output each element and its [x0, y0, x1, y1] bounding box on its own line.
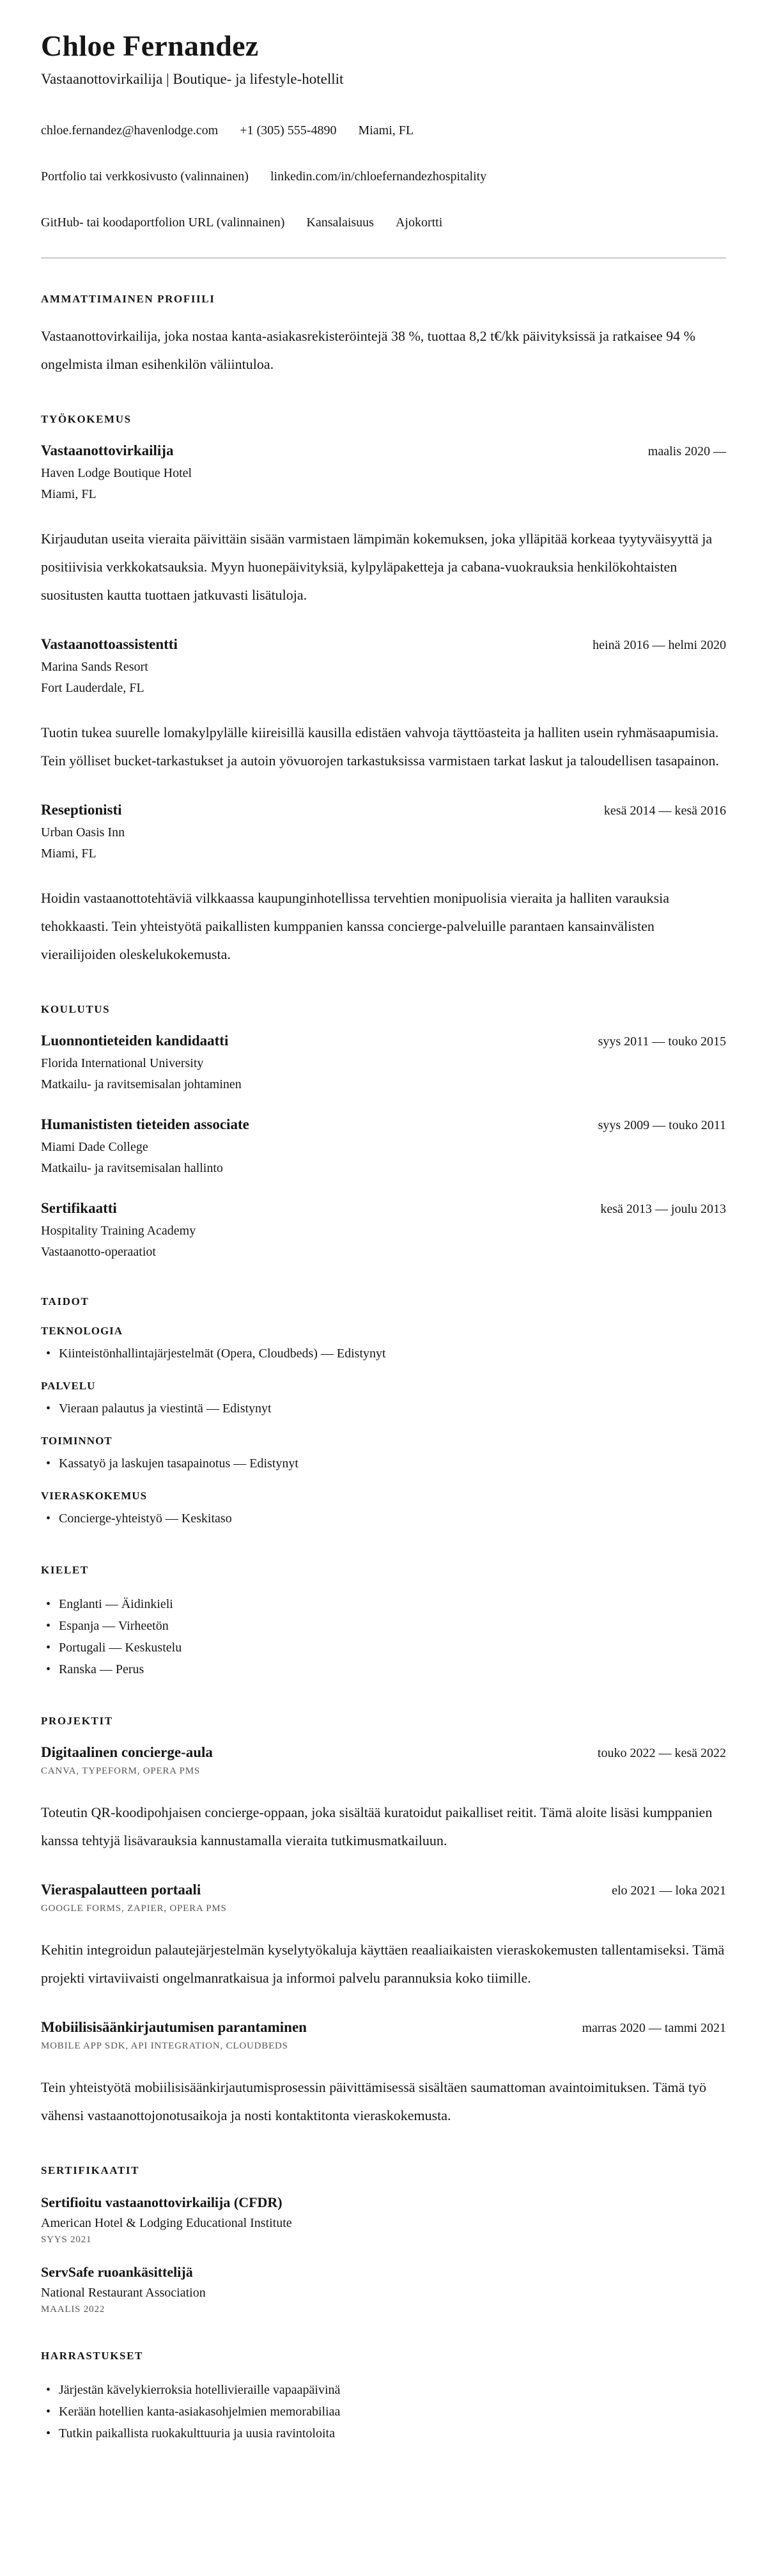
project-tools: CANVA, TYPEFORM, OPERA PMS	[41, 1765, 201, 1776]
section-profile	[41, 293, 726, 379]
edu-dates: syys 2009 — touko 2011	[598, 1118, 726, 1132]
job-item-head	[41, 802, 726, 818]
project-title: Digitaalinen concierge-aula	[41, 1744, 213, 1760]
edu-school: Florida International University	[41, 1056, 204, 1070]
job-item	[41, 442, 726, 609]
skill-group	[41, 1435, 726, 1474]
skill-group-title: VIERASKOKEMUS	[41, 1489, 148, 1502]
resume-header	[41, 29, 726, 231]
skills-section-heading: TAIDOT	[41, 1295, 89, 1308]
cert-date: SYYS 2021	[41, 2234, 92, 2245]
edu-field: Matkailu- ja ravitsemisalan johtaminen	[41, 1077, 242, 1091]
job-description: Tuotin tukea suurelle lomakylpylälle kiireisillä kausilla edistäen vahvoja täyttöasteita ja halliten usein ryhmäsaapumisia. Tein yölliset bucket-tarkastukset ja autoin yövuorojen tarkastuksissa varmistaen tarkat laskut ja taloudellisen tasapainon.	[41, 724, 719, 769]
resume-name: Chloe Fernandez	[41, 29, 259, 62]
project-item	[41, 2019, 726, 2130]
language-item: • Englanti — Äidinkieli	[46, 1593, 726, 1615]
skill-group-title: TEKNOLOGIA	[41, 1324, 123, 1337]
skill-list	[41, 1508, 726, 1529]
section-hobbies	[41, 2350, 726, 2444]
skill-group-title: PALVELU	[41, 1379, 96, 1392]
job-title: Reseptionisti	[41, 801, 122, 818]
resume-subtitle: Vastaanottovirkailija | Boutique- ja lifestyle-hotellit	[41, 70, 344, 87]
language-item: • Espanja — Virheetön	[46, 1615, 726, 1637]
skill-group	[41, 1325, 726, 1364]
job-description: Hoidin vastaanottotehtäviä vilkkaassa kaupunginhotellissa tervehtien monipuolisia vieraita ja halliten varauksia tehokkaasti. Tein yhteistyötä paikallisten kumppanien kanssa concierge-palveluille parantaen kansainvälisten vierailijoiden oleskelukokemusta.	[41, 889, 670, 962]
hobby-item: • Järjestän kävelykierroksia hotellivieraille vapaapäivinä	[46, 2379, 726, 2401]
experience-section-heading: TYÖKOKEMUS	[41, 412, 132, 425]
job-location: Miami, FL	[41, 487, 97, 501]
project-item-head	[41, 2019, 726, 2036]
education-item	[41, 1033, 726, 1093]
education-item-head	[41, 1200, 726, 1217]
section-certifications	[41, 2164, 726, 2315]
project-tools: MOBILE APP SDK, API INTEGRATION, CLOUDBEDS	[41, 2040, 288, 2051]
skill-group	[41, 1490, 726, 1529]
edu-field: Vastaanotto-operaatiot	[41, 1244, 156, 1259]
project-dates: marras 2020 — tammi 2021	[582, 2020, 726, 2035]
certification-item	[41, 2194, 726, 2245]
profile-section-heading: AMMATTIMAINEN PROFIILI	[41, 292, 215, 305]
job-company: Marina Sands Resort	[41, 659, 148, 674]
job-title: Vastaanottoassistentti	[41, 636, 178, 652]
edu-degree: Sertifikaatti	[41, 1199, 117, 1216]
project-title: Vieraspalautteen portaali	[41, 1881, 201, 1898]
phone-field[interactable]: +1 (305) 555-4890	[240, 123, 337, 137]
cert-org: National Restaurant Association	[41, 2285, 206, 2300]
section-languages	[41, 1564, 726, 1680]
location-field[interactable]: Miami, FL	[358, 123, 414, 137]
projects-section-heading: PROJEKTIT	[41, 1714, 113, 1727]
project-item-head	[41, 1744, 726, 1761]
job-dates: maalis 2020 —	[647, 444, 726, 458]
education-section-heading: KOULUTUS	[41, 1003, 111, 1015]
edu-field: Matkailu- ja ravitsemisalan hallinto	[41, 1160, 223, 1175]
education-item-head	[41, 1116, 726, 1133]
skill-item: • Concierge-yhteistyö — Keskitaso	[46, 1508, 726, 1529]
project-description: Kehitin integroidun palautejärjestelmän kyselytyökaluja käyttäen reaaliaikaisten vieraskokemusten tallentamiseksi. Tämä projekti virtaviivaisti ongelmanratkaisua ja informoi palvelu parannuksia koko tiimille.	[41, 1941, 725, 1986]
hobbies-section-heading: HARRASTUKSET	[41, 2349, 143, 2362]
hobby-item: • Tutkin paikallista ruokakulttuuria ja uusia ravintoloita	[46, 2423, 726, 2444]
education-item-head	[41, 1033, 726, 1049]
contact-row-1	[41, 122, 726, 139]
skill-item: • Kassatyö ja laskujen tasapainotus — Edistynyt	[46, 1453, 726, 1474]
language-list	[41, 1593, 726, 1680]
project-dates: touko 2022 — kesä 2022	[597, 1745, 726, 1760]
cert-title: ServSafe ruoankäsittelijä	[41, 2263, 193, 2280]
job-item	[41, 802, 726, 969]
project-item	[41, 1882, 726, 1992]
project-title: Mobiilisisäänkirjautumisen parantaminen	[41, 2018, 307, 2035]
skill-group	[41, 1380, 726, 1419]
job-company: Haven Lodge Boutique Hotel	[41, 465, 192, 480]
nationality-placeholder-field[interactable]: Kansalaisuus	[306, 215, 374, 230]
skill-item: • Kiinteistönhallintajärjestelmät (Opera, Cloudbeds) — Edistynyt	[46, 1343, 726, 1364]
email-field[interactable]: chloe.fernandez@havenlodge.com	[41, 123, 219, 137]
edu-degree: Luonnontieteiden kandidaatti	[41, 1032, 229, 1049]
job-company: Urban Oasis Inn	[41, 825, 125, 839]
edu-dates: syys 2011 — touko 2015	[598, 1034, 726, 1049]
github-placeholder-field[interactable]: GitHub- tai koodaportfolion URL (valinnainen)	[41, 215, 285, 230]
hobby-item: • Kerään hotellien kanta-asiakasohjelmien memorabiliaa	[46, 2401, 726, 2423]
project-item	[41, 1744, 726, 1855]
skill-list	[41, 1453, 726, 1474]
contact-row-3	[41, 214, 726, 231]
language-item: • Ranska — Perus	[46, 1659, 726, 1680]
skill-group-title: TOIMINNOT	[41, 1434, 112, 1447]
edu-school: Hospitality Training Academy	[41, 1223, 196, 1238]
skill-list	[41, 1398, 726, 1419]
linkedin-field[interactable]: linkedin.com/in/chloefernandezhospitality	[270, 169, 487, 183]
languages-section-heading: KIELET	[41, 1563, 89, 1576]
project-dates: elo 2021 — loka 2021	[612, 1883, 726, 1898]
cert-title: Sertifioitu vastaanottovirkailija (CFDR)	[41, 2194, 283, 2210]
portfolio-placeholder-field[interactable]: Portfolio tai verkkosivusto (valinnainen)	[41, 169, 249, 183]
project-tools: GOOGLE FORMS, ZAPIER, OPERA PMS	[41, 1903, 227, 1914]
contact-row-2	[41, 168, 726, 185]
driving-license-placeholder-field[interactable]: Ajokortti	[395, 215, 443, 230]
section-projects	[41, 1715, 726, 2130]
section-education	[41, 1003, 726, 1261]
job-item-head	[41, 442, 726, 459]
job-item	[41, 636, 726, 775]
skill-list	[41, 1343, 726, 1364]
project-description: Toteutin QR-koodipohjaisen concierge-oppaan, joka sisältää kuratoidut paikalliset reitit. Tämä aloite lisäsi kumppanien kanssa tehtyjä lisävarauksia kannustamalla vieraita tutkimusmatkailuun.	[41, 1804, 713, 1848]
job-title: Vastaanottovirkailija	[41, 442, 174, 458]
hobby-list	[41, 2379, 726, 2444]
section-skills	[41, 1295, 726, 1529]
skill-item: • Vieraan palautus ja viestintä — Edistynyt	[46, 1398, 726, 1419]
cert-date: MAALIS 2022	[41, 2304, 105, 2314]
edu-degree: Humanististen tieteiden associate	[41, 1116, 249, 1132]
certification-item	[41, 2263, 726, 2315]
project-description: Tein yhteistyötä mobiilisisäänkirjautumisprosessin päivittämisessä sisältäen saumattoman avaintoimituksen. Tämä työ vähensi vastaanottojonotusaikoja ja nosti kontaktitonta vieraskokemusta.	[41, 2079, 707, 2123]
job-description: Kirjaudutan useita vieraita päivittäin sisään varmistaen lämpimän kokemuksen, joka ylläpitää korkeaa tyytyväisyyttä ja positiivisia verkkokatsauksia. Myyn huonepäivityksiä, kylpyläpaketteja ja cabana-vuokrauksia henkilökohtaisten suositusten kautta tuottaen jatkuvasti lisätuloja.	[41, 530, 713, 603]
job-location: Miami, FL	[41, 846, 97, 861]
edu-school: Miami Dade College	[41, 1139, 148, 1154]
education-item	[41, 1200, 726, 1261]
certifications-section-heading: SERTIFIKAATIT	[41, 2164, 140, 2176]
job-dates: heinä 2016 — helmi 2020	[593, 637, 726, 652]
section-experience	[41, 413, 726, 969]
language-item: • Portugali — Keskustelu	[46, 1637, 726, 1659]
cert-org: American Hotel & Lodging Educational Institute	[41, 2215, 292, 2230]
education-item	[41, 1116, 726, 1177]
project-item-head	[41, 1882, 726, 1898]
job-item-head	[41, 636, 726, 653]
edu-dates: kesä 2013 — joulu 2013	[600, 1201, 726, 1216]
job-location: Fort Lauderdale, FL	[41, 680, 144, 695]
job-dates: kesä 2014 — kesä 2016	[603, 803, 726, 818]
profile-text: Vastaanottovirkailija, joka nostaa kanta-asiakasrekisteröintejä 38 %, tuottaa 8,2 t€/kk päivityksissä ja ratkaisee 94 % ongelmista ilman esihenkilön väliintuloa.	[41, 327, 695, 372]
